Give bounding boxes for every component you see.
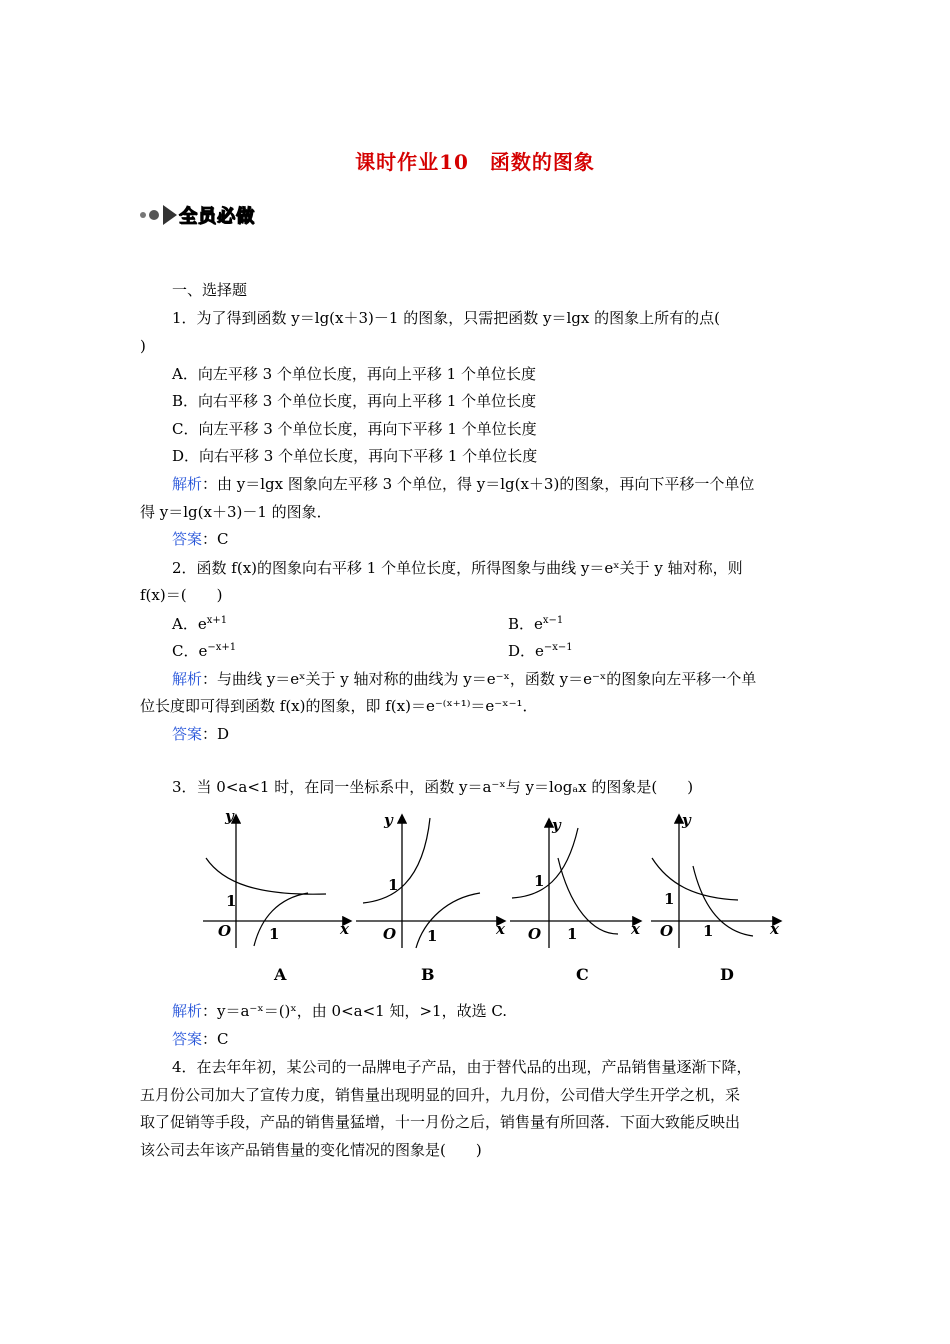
banner-arrow-icon <box>163 205 177 225</box>
q2-option-d-exp: −x−1 <box>543 642 573 653</box>
q1-analysis-cont: 得 y＝lg(x＋3)－1 的图象． <box>140 503 332 521</box>
analysis-label: 解析 <box>172 475 203 493</box>
graph-c-label: C <box>576 965 589 984</box>
graph-d-y-label: y <box>682 811 691 829</box>
graph-a-y-label: y <box>225 808 234 825</box>
q3-analysis <box>172 1001 507 1021</box>
q2-option-c-exp: −x+1 <box>207 642 237 653</box>
graph-b-x-label: x <box>496 920 505 938</box>
q1-stem: 1．为了得到函数 y＝lg(x＋3)－1 的图象，只需把函数 y＝lgx 的图象上所有的点( <box>172 309 720 327</box>
q1-option-d: D．向右平移 3 个单位长度，再向下平移 1 个单位长度 <box>172 447 538 465</box>
q2-stem: 2．函数 f(x)的图象向右平移 1 个单位长度，所得图象与曲线 y＝eˣ关于 y 轴对称，则 <box>172 559 743 577</box>
section-heading: 一、选择题 <box>172 281 248 299</box>
graph-d-x-one: 1 <box>703 922 714 940</box>
q2-stem-end: f(x)＝( ) <box>140 586 223 604</box>
section-banner <box>140 200 255 230</box>
graph-c-x-label: x <box>631 920 640 938</box>
q2-analysis-text: ：与曲线 y＝eˣ关于 y 轴对称的曲线为 y＝e⁻ˣ，函数 y＝e⁻ˣ的图象向左平移一个单 <box>202 670 757 688</box>
graph-b-label: B <box>421 965 435 984</box>
q1-answer <box>172 529 229 549</box>
q2-option-c <box>172 640 236 661</box>
q2-analysis <box>172 669 756 689</box>
q2-option-a <box>172 613 227 634</box>
graph-b-x-one: 1 <box>427 927 438 945</box>
graph-d-origin: O <box>660 922 674 940</box>
q1-option-b: B．向右平移 3 个单位长度，再向上平移 1 个单位长度 <box>172 392 537 410</box>
q3-graphs-svg <box>198 808 798 998</box>
graph-c-x-one: 1 <box>567 925 578 943</box>
graph-d <box>651 811 780 984</box>
q4-stem-line3: 取了促销等手段，产品的销售量猛增，十一月份之后，销售量有所回落．下面大致能反映出 <box>140 1113 741 1131</box>
q2-option-d <box>508 640 573 661</box>
graph-a-origin: O <box>218 922 232 940</box>
banner-text: 全员必做 <box>179 206 255 227</box>
q2-answer <box>172 724 229 744</box>
q2-option-a-base: A．e <box>172 615 207 633</box>
q2-answer-text: ：D <box>202 725 230 743</box>
graph-c <box>510 816 641 984</box>
graph-d-x-label: x <box>770 920 779 938</box>
analysis-label: 解析 <box>172 670 203 688</box>
analysis-label: 解析 <box>172 1002 203 1020</box>
q2-option-a-exp: x+1 <box>206 615 228 626</box>
q4-stem-line4: 该公司去年该产品销售量的变化情况的图象是( ) <box>140 1141 482 1159</box>
q4-stem-line2: 五月份公司加大了宣传力度，销售量出现明显的回升，九月份，公司借大学生开学之机，采 <box>140 1086 741 1104</box>
graph-a-y-one: 1 <box>226 892 237 910</box>
answer-label: 答案 <box>172 1030 203 1048</box>
graph-b-y-one: 1 <box>388 876 399 894</box>
q1-answer-text: ：C <box>202 530 229 548</box>
graph-b <box>356 811 506 984</box>
page-title: 课时作业10 函数的图象 <box>355 150 595 174</box>
q3-graph-options <box>198 808 798 998</box>
q2-option-b-base: B．e <box>508 615 543 633</box>
graph-a <box>203 808 350 984</box>
q4-stem-line1: 4．在去年年初，某公司的一品牌电子产品，由于替代品的出现，产品销售量逐渐下降， <box>172 1058 752 1076</box>
q2-analysis-cont: 位长度即可得到函数 f(x)的图象，即 f(x)＝e⁻⁽ˣ⁺¹⁾＝e⁻ˣ⁻¹． <box>140 697 538 715</box>
q1-option-c: C．向左平移 3 个单位长度，再向下平移 1 个单位长度 <box>172 420 537 438</box>
answer-label: 答案 <box>172 530 203 548</box>
graph-c-y-label: y <box>552 816 561 834</box>
q2-option-b-exp: x−1 <box>542 615 564 626</box>
q3-analysis-text: ：y＝a⁻ˣ＝()ˣ，由 0<a<1 知，>1，故选 C. <box>202 1002 508 1020</box>
q2-option-b <box>508 613 563 634</box>
q1-stem-end: ) <box>140 337 146 355</box>
q1-analysis-text: ：由 y＝lgx 图象向左平移 3 个单位，得 y＝lg(x＋3)的图象，再向下平移一个单位 <box>202 475 755 493</box>
graph-d-y-one: 1 <box>664 890 675 908</box>
graph-a-x-one: 1 <box>269 925 280 943</box>
graph-a-label: A <box>274 965 287 984</box>
graph-d-label: D <box>720 965 734 984</box>
q1-option-a: A．向左平移 3 个单位长度，再向上平移 1 个单位长度 <box>172 365 536 383</box>
banner-dots-icon <box>140 210 159 220</box>
q2-option-d-base: D．e <box>508 642 544 660</box>
q2-option-c-base: C．e <box>172 642 208 660</box>
graph-c-y-one: 1 <box>534 872 545 890</box>
graph-b-y-label: y <box>384 811 393 829</box>
graph-b-origin: O <box>383 925 397 943</box>
answer-label: 答案 <box>172 725 203 743</box>
graph-c-origin: O <box>528 925 542 943</box>
q1-analysis <box>172 474 754 494</box>
q3-answer-text: ：C <box>202 1030 229 1048</box>
graph-a-x-label: x <box>340 920 349 938</box>
q3-stem: 3．当 0<a<1 时，在同一坐标系中，函数 y＝a⁻ˣ与 y＝logₐx 的图象是( ) <box>172 778 694 796</box>
q3-answer <box>172 1029 229 1049</box>
